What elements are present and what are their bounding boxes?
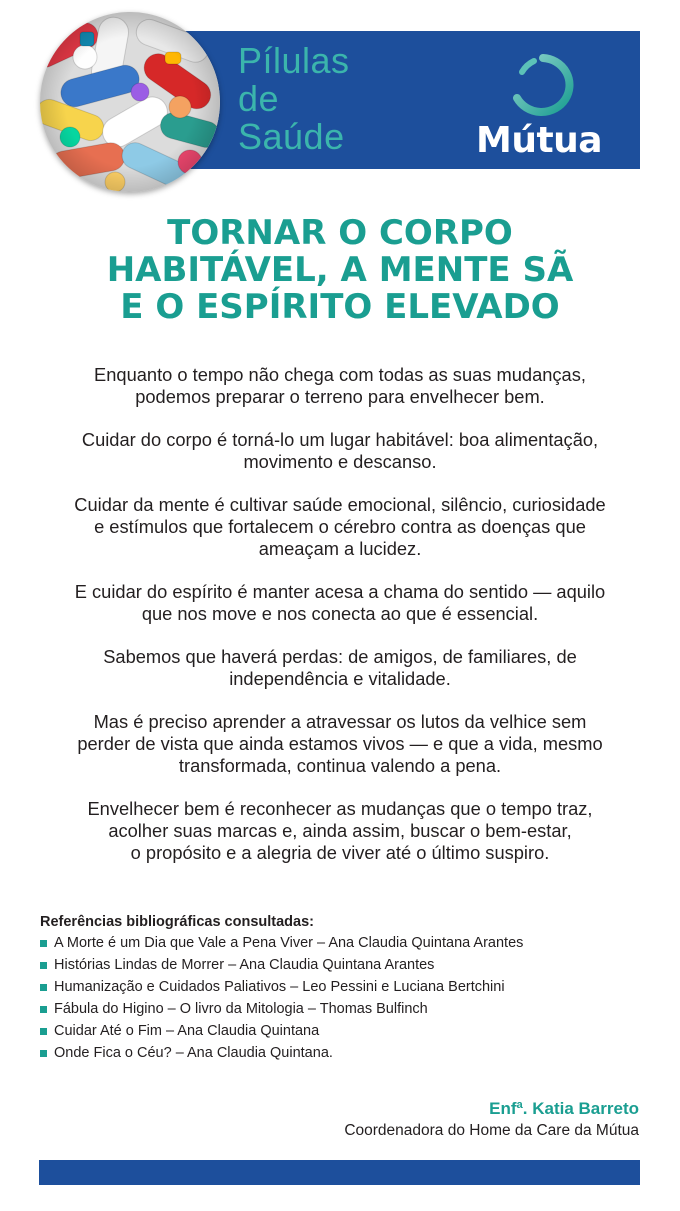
reference-item bbox=[40, 954, 650, 976]
bullet-square-icon bbox=[40, 962, 47, 969]
reference-text: Cuidar Até o Fim – Ana Claudia Quintana bbox=[54, 1023, 320, 1039]
headline bbox=[40, 215, 640, 326]
reference-text: Onde Fica o Céu? – Ana Claudia Quintana. bbox=[54, 1045, 333, 1061]
paragraph-line: Cuidar do corpo é torná-lo um lugar habitável: boa alimentação, bbox=[81, 429, 599, 450]
author-name: Enfª. Katia Barreto bbox=[489, 1099, 639, 1118]
headline-line: TORNAR O CORPO bbox=[167, 213, 513, 253]
paragraph bbox=[36, 494, 644, 560]
reference-text: Humanização e Cuidados Paliativos – Leo Pessini e Luciana Bertchini bbox=[54, 979, 505, 995]
headline-line: E O ESPÍRITO ELEVADO bbox=[120, 287, 560, 327]
bullet-square-icon bbox=[40, 940, 47, 947]
paragraph-line: E cuidar do espírito é manter acesa a chama do sentido — aquilo bbox=[74, 581, 606, 602]
paragraph-line: podemos preparar o terreno para envelhecer bem. bbox=[135, 386, 545, 407]
reference-item bbox=[40, 998, 650, 1020]
bullet-square-icon bbox=[40, 984, 47, 991]
references-list bbox=[40, 932, 650, 1064]
mutua-logo-icon bbox=[508, 54, 578, 118]
paragraph bbox=[36, 798, 644, 864]
paragraph-line: Sabemos que haverá perdas: de amigos, de familiares, de bbox=[103, 646, 577, 667]
brand-logo-text: Mútua bbox=[476, 120, 603, 161]
author-signature bbox=[344, 1098, 639, 1142]
paragraph bbox=[36, 364, 644, 408]
paragraph-line: e estímulos que fortalecem o cérebro contra as doenças que bbox=[94, 516, 586, 537]
pills-photo bbox=[40, 12, 220, 192]
reference-item bbox=[40, 1042, 650, 1064]
headline-line: HABITÁVEL, A MENTE SÃ bbox=[106, 250, 574, 290]
paragraph-line: independência e vitalidade. bbox=[229, 668, 451, 689]
paragraph-line: que nos move e nos conecta ao que é essencial. bbox=[141, 603, 539, 624]
paragraph bbox=[36, 646, 644, 690]
header-title-line: Pílulas bbox=[238, 40, 350, 81]
reference-item bbox=[40, 1020, 650, 1042]
references-title: Referências bibliográficas consultadas: bbox=[40, 914, 314, 930]
paragraph-line: ameaçam a lucidez. bbox=[258, 538, 422, 559]
bullet-square-icon bbox=[40, 1028, 47, 1035]
paragraph-line: movimento e descanso. bbox=[243, 451, 437, 472]
paragraph bbox=[36, 711, 644, 777]
header-title-line: Saúde bbox=[238, 116, 345, 157]
reference-text: A Morte é um Dia que Vale a Pena Viver – Ana Claudia Quintana Arantes bbox=[54, 935, 524, 951]
footer-band bbox=[39, 1160, 640, 1185]
paragraph-line: Cuidar da mente é cultivar saúde emocional, silêncio, curiosidade bbox=[74, 494, 606, 515]
paragraph-line: Envelhecer bem é reconhecer as mudanças que o tempo traz, bbox=[87, 798, 593, 819]
paragraph-line: acolher suas marcas e, ainda assim, buscar o bem-estar, bbox=[108, 820, 572, 841]
paragraph-line: o propósito e a alegria de viver até o último suspiro. bbox=[130, 842, 550, 863]
bullet-square-icon bbox=[40, 1006, 47, 1013]
reference-text: Histórias Lindas de Morrer – Ana Claudia Quintana Arantes bbox=[54, 957, 435, 973]
reference-item bbox=[40, 976, 650, 998]
paragraph-line: transformada, continua valendo a pena. bbox=[178, 755, 502, 776]
references-section bbox=[40, 912, 650, 1064]
bullet-square-icon bbox=[40, 1050, 47, 1057]
header-title-line: de bbox=[238, 78, 280, 119]
author-role: Coordenadora do Home da Care da Mútua bbox=[344, 1122, 639, 1139]
reference-text: Fábula do Higino – O livro da Mitologia – Thomas Bulfinch bbox=[54, 1001, 428, 1017]
article-body bbox=[36, 364, 644, 885]
paragraph bbox=[36, 581, 644, 625]
header-title bbox=[238, 42, 350, 156]
paragraph-line: perder de vista que ainda estamos vivos — e que a vida, mesmo bbox=[77, 733, 603, 754]
reference-item bbox=[40, 932, 650, 954]
paragraph-line: Enquanto o tempo não chega com todas as suas mudanças, bbox=[94, 364, 586, 385]
paragraph-line: Mas é preciso aprender a atravessar os lutos da velhice sem bbox=[93, 711, 587, 732]
paragraph bbox=[36, 429, 644, 473]
